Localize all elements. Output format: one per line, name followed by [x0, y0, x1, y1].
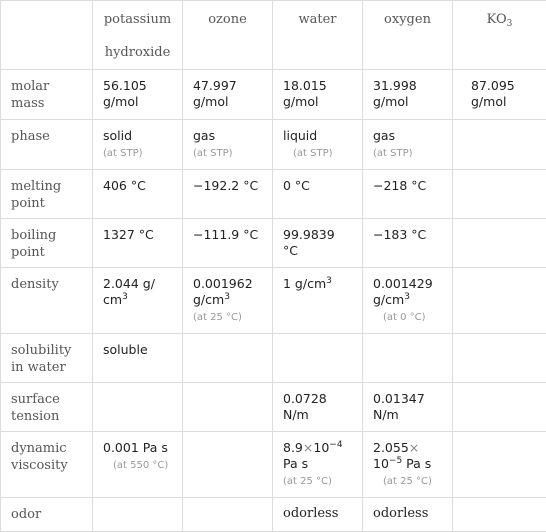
cell-ozone-surface-tension: [183, 383, 273, 432]
table-row: [1, 170, 546, 219]
row-label-odor: odor: [1, 498, 93, 532]
col-header-koh-line1: potassium: [104, 12, 171, 27]
cell-koh-solubility: soluble: [93, 334, 183, 383]
water-viscosity-times: ×: [303, 440, 313, 455]
water-density-exp: 3: [326, 276, 332, 286]
cell-ko3-odor: [453, 498, 546, 532]
oxygen-density-value: 0.001429: [373, 276, 433, 291]
koh-viscosity-value: 0.001 Pa s: [103, 440, 168, 455]
cell-koh-surface-tension: [93, 383, 183, 432]
cell-ko3-phase: [453, 120, 546, 170]
ozone-phase-note: (at STP): [193, 147, 262, 161]
table-row: [1, 498, 546, 532]
cell-oxygen-odor: odorless: [363, 498, 453, 532]
cell-ko3-surface-tension: [453, 383, 546, 432]
koh-phase-note: (at STP): [103, 147, 172, 161]
water-density-value: 1 g/cm: [283, 276, 326, 291]
cell-ko3-density: [453, 268, 546, 334]
koh-density-unit: cm: [103, 292, 122, 307]
cell-oxygen-solubility: [363, 334, 453, 383]
cell-koh-density: [93, 268, 183, 334]
col-header-ko3-base: KO: [487, 12, 507, 27]
col-header-koh-line2: hydroxide: [105, 45, 171, 60]
cell-ozone-phase: [183, 120, 273, 170]
table-row: [1, 383, 546, 432]
oxygen-density-note: (at 0 °C): [373, 311, 442, 325]
koh-viscosity-note: (at 550 °C): [103, 459, 172, 473]
water-phase-value: liquid: [283, 128, 317, 143]
table-row: [1, 268, 546, 334]
cell-oxygen-dynamic-viscosity: [363, 432, 453, 498]
cell-water-odor: odorless: [273, 498, 363, 532]
header-row: [1, 1, 546, 70]
cell-koh-phase: [93, 120, 183, 170]
cell-oxygen-molar-mass: 31.998 g/mol: [363, 70, 453, 120]
koh-density-value: 2.044 g/: [103, 276, 155, 291]
ozone-density-exp: 3: [224, 292, 230, 302]
cell-koh-odor: [93, 498, 183, 532]
cell-koh-dynamic-viscosity: [93, 432, 183, 498]
cell-ozone-density: [183, 268, 273, 334]
cell-ko3-molar-mass: 87.095 g/mol: [453, 70, 546, 120]
row-label-phase: phase: [1, 120, 93, 170]
corner-cell: [1, 1, 93, 70]
cell-ko3-boiling-point: [453, 219, 546, 268]
koh-phase-value: solid: [103, 128, 132, 143]
oxygen-viscosity-times: ×: [409, 440, 419, 455]
cell-ozone-melting-point: −192.2 °C: [183, 170, 273, 219]
oxygen-density-exp: 3: [404, 292, 410, 302]
oxygen-phase-value: gas: [373, 128, 395, 143]
row-label-dynamic-viscosity: dynamic viscosity: [1, 432, 93, 498]
cell-ozone-solubility: [183, 334, 273, 383]
oxygen-viscosity-exp: −5: [389, 456, 402, 466]
table-row: [1, 120, 546, 170]
cell-ozone-odor: [183, 498, 273, 532]
col-header-ko3: [453, 1, 546, 70]
col-header-water: [273, 1, 363, 70]
ozone-phase-value: gas: [193, 128, 215, 143]
water-viscosity-unit: Pa s: [283, 456, 308, 471]
cell-ko3-solubility: [453, 334, 546, 383]
row-label-surface-tension: surface tension: [1, 383, 93, 432]
cell-ozone-dynamic-viscosity: [183, 432, 273, 498]
ozone-density-unit: g/cm: [193, 292, 224, 307]
row-label-melting-point: melting point: [1, 170, 93, 219]
table-row: [1, 432, 546, 498]
row-label-boiling-point: boiling point: [1, 219, 93, 268]
koh-density-exp: 3: [122, 292, 128, 302]
cell-water-phase: [273, 120, 363, 170]
cell-koh-boiling-point: 1327 °C: [93, 219, 183, 268]
ozone-density-value: 0.001962: [193, 276, 253, 291]
oxygen-viscosity-base: 10: [373, 456, 389, 471]
cell-ozone-boiling-point: −111.9 °C: [183, 219, 273, 268]
col-header-oxygen-label: oxygen: [384, 12, 431, 27]
col-header-oxygen: [363, 1, 453, 70]
table-row: [1, 334, 546, 383]
row-label-solubility: solubility in water: [1, 334, 93, 383]
row-label-density: density: [1, 268, 93, 334]
row-label-molar-mass: molar mass: [1, 70, 93, 120]
col-header-potassium-hydroxide: [93, 1, 183, 70]
table-row: [1, 70, 546, 120]
col-header-water-label: water: [298, 12, 336, 27]
cell-oxygen-melting-point: −218 °C: [363, 170, 453, 219]
cell-water-dynamic-viscosity: [273, 432, 363, 498]
cell-water-surface-tension: 0.0728 N/m: [273, 383, 363, 432]
col-header-ozone: [183, 1, 273, 70]
col-header-ko3-sub: 3: [507, 19, 513, 29]
water-viscosity-base: 10: [313, 440, 329, 455]
oxygen-viscosity-mantissa: 2.055: [373, 440, 409, 455]
cell-oxygen-boiling-point: −183 °C: [363, 219, 453, 268]
water-phase-note: (at STP): [283, 147, 352, 161]
cell-oxygen-surface-tension: 0.01347 N/m: [363, 383, 453, 432]
oxygen-phase-note: (at STP): [373, 147, 442, 161]
cell-ko3-melting-point: [453, 170, 546, 219]
col-header-ozone-label: ozone: [208, 12, 247, 27]
cell-water-molar-mass: 18.015 g/mol: [273, 70, 363, 120]
water-viscosity-exp: −4: [329, 440, 342, 450]
cell-oxygen-density: [363, 268, 453, 334]
cell-koh-molar-mass: 56.105 g/mol: [93, 70, 183, 120]
oxygen-viscosity-note: (at 25 °C): [373, 475, 442, 489]
table-row: [1, 219, 546, 268]
water-viscosity-note: (at 25 °C): [283, 475, 352, 489]
ozone-density-note: (at 25 °C): [193, 311, 262, 325]
cell-ko3-dynamic-viscosity: [453, 432, 546, 498]
oxygen-density-unit: g/cm: [373, 292, 404, 307]
cell-koh-melting-point: 406 °C: [93, 170, 183, 219]
cell-water-solubility: [273, 334, 363, 383]
oxygen-viscosity-unit: Pa s: [406, 456, 431, 471]
water-viscosity-mantissa: 8.9: [283, 440, 303, 455]
cell-water-melting-point: 0 °C: [273, 170, 363, 219]
cell-water-density: [273, 268, 363, 334]
cell-water-boiling-point: 99.9839 °C: [273, 219, 363, 268]
cell-oxygen-phase: [363, 120, 453, 170]
cell-ozone-molar-mass: 47.997 g/mol: [183, 70, 273, 120]
